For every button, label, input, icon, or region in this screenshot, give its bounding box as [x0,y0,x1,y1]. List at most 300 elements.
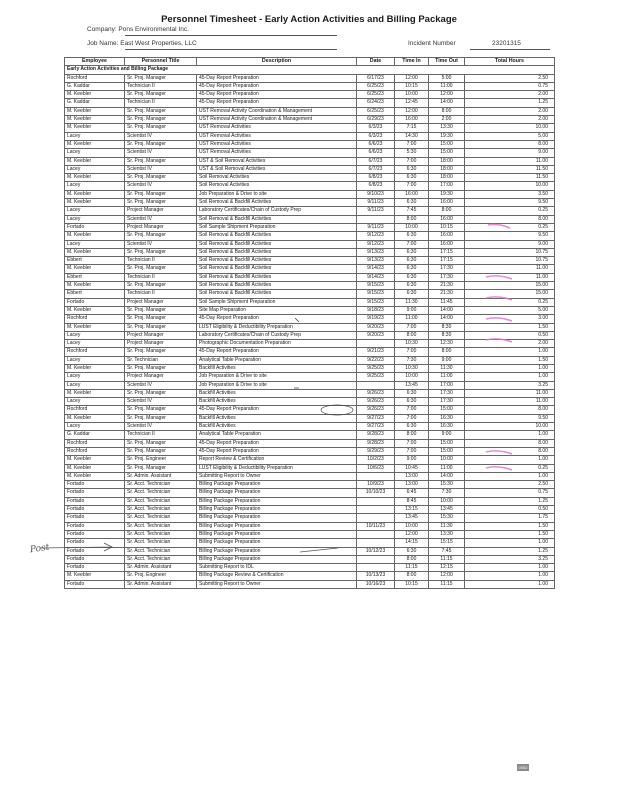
cell-total-hours: 1.00 [465,580,555,588]
cell-employee: Fortado [65,298,125,306]
cell-time-in: 6:30 [395,199,429,207]
table-row [65,564,555,572]
cell-title: Sr. Proj. Manager [125,364,197,372]
cell-total-hours: 1.50 [465,356,555,364]
cell-time-out: 11:00 [429,373,465,381]
cell-description: Report Review & Certification [197,456,357,464]
col-title: Personnel Title [125,58,197,66]
cell-description: Soil Removal & Backfill Activities [197,282,357,290]
cell-time-in: 14:15 [395,539,429,547]
cell-date: 9/10/23 [357,190,395,198]
cell-date [357,340,395,348]
table-row [65,132,555,140]
cell-date: 9/11/23 [357,223,395,231]
cell-time-out: 11:30 [429,522,465,530]
table-row [65,107,555,115]
cell-employee: Fortado [65,522,125,530]
cell-time-out: 10:00 [429,497,465,505]
cell-time-in: 10:00 [395,223,429,231]
cell-date: 9/14/23 [357,273,395,281]
margin-note: Post [29,542,50,556]
cell-title: Scientist IV [125,240,197,248]
cell-employee: Lacey [65,381,125,389]
cell-time-out: 17:15 [429,257,465,265]
cell-date: 9/11/23 [357,199,395,207]
cell-description: 45-Day Report Preparation [197,91,357,99]
cell-time-out: 11:00 [429,464,465,472]
cell-time-out: 16:30 [429,423,465,431]
cell-description: Soil Removal & Backfill Activities [197,240,357,248]
cell-title: Sr. Acct. Technician [125,497,197,505]
cell-description: Soil Removal Activities [197,182,357,190]
cell-time-in: 12:00 [395,530,429,538]
cell-title: Sr. Admin. Assistant [125,564,197,572]
table-row [65,190,555,198]
cell-description: LUST Eligibility & Deductibility Preparation [197,464,357,472]
cell-time-in: 13:00 [395,481,429,489]
cell-time-in: 7:00 [395,140,429,148]
cell-date: 9/15/23 [357,298,395,306]
table-row [65,315,555,323]
cell-time-in: 6:30 [395,165,429,173]
table-row [65,157,555,165]
cell-date: 9/13/23 [357,248,395,256]
cell-employee: Lacey [65,165,125,173]
cell-total-hours: 2.00 [465,340,555,348]
cell-total-hours: 11.50 [465,174,555,182]
cell-employee: Rochford [65,406,125,414]
cell-title: Sr. Proj. Manager [125,265,197,273]
cell-description: Soil Removal & Backfill Activities [197,232,357,240]
cell-total-hours: 8.00 [465,447,555,455]
cell-time-in: 6:45 [395,489,429,497]
cell-title: Sr. Proj. Manager [125,140,197,148]
cell-description: UST & Soil Removal Activities [197,157,357,165]
cell-description: Billing Package Preparation [197,497,357,505]
cell-title: Scientist IV [125,423,197,431]
cell-description: UST Removal Activities [197,132,357,140]
cell-total-hours: 11.50 [465,165,555,173]
cell-time-out: 15:00 [429,406,465,414]
cell-time-in: 13:45 [395,381,429,389]
cell-total-hours: 3.25 [465,555,555,563]
cell-employee: Fortado [65,506,125,514]
cell-time-out: 18:00 [429,157,465,165]
cell-description: Job Preparation & Drive to site [197,381,357,389]
cell-total-hours: 1.50 [465,522,555,530]
cell-description: UST Removal Activities [197,124,357,132]
cell-time-in: 12:00 [395,107,429,115]
table-row [65,348,555,356]
cell-time-in: 9:00 [395,456,429,464]
cell-total-hours: 1.00 [465,539,555,547]
table-row [65,331,555,339]
cell-time-out: 11:15 [429,555,465,563]
cell-total-hours: 3.00 [465,315,555,323]
cell-date [357,472,395,480]
cell-time-out: 13:45 [429,506,465,514]
cell-title: Sr. Proj. Manager [125,107,197,115]
cell-total-hours: 15.00 [465,282,555,290]
cell-description: Submitting Report to Owner [197,472,357,480]
cell-date: 6/25/23 [357,82,395,90]
cell-date: 9/25/23 [357,364,395,372]
cell-time-out: 14:00 [429,472,465,480]
cell-employee: Lacey [65,182,125,190]
cell-employee: M. Keebler [65,116,125,124]
table-row [65,174,555,182]
cell-employee: Fortado [65,539,125,547]
cell-description: UST & Soil Removal Activities [197,165,357,173]
cell-employee: Fortado [65,580,125,588]
cell-time-out: 10:15 [429,223,465,231]
company-name: Company: Pons Environmental Inc. [87,26,189,33]
table-header-row [65,58,555,66]
cell-date: 6/6/23 [357,140,395,148]
cell-description: Submitting Report to IDL [197,564,357,572]
table-row [65,248,555,256]
cell-date [357,539,395,547]
cell-description: Photographic Documentation Preparation [197,340,357,348]
cell-date [357,497,395,505]
cell-description: 45-Day Report Preparation [197,447,357,455]
cell-description: Analytical Table Preparation [197,431,357,439]
cell-time-in: 7:00 [395,406,429,414]
cell-time-in: 9:00 [395,306,429,314]
section-title: Early Action Activities and Billing Package [65,66,555,74]
cell-date: 9/27/23 [357,414,395,422]
table-row [65,481,555,489]
cell-time-in: 6:30 [395,232,429,240]
cell-time-in: 10:30 [395,340,429,348]
cell-title: Project Manager [125,331,197,339]
cell-description: Billing Package Preparation [197,555,357,563]
cell-time-in: 7:00 [395,439,429,447]
cell-time-out: 17:00 [429,182,465,190]
company-underline [125,35,337,36]
table-row [65,265,555,273]
cell-time-in: 8:45 [395,497,429,505]
col-date: Date [357,58,395,66]
cell-employee: Rochford [65,74,125,82]
cell-date: 9/28/23 [357,439,395,447]
table-row [65,82,555,90]
cell-date: 9/20/23 [357,331,395,339]
cell-total-hours: 1.00 [465,564,555,572]
cell-time-out: 2:00 [429,116,465,124]
cell-title: Sr. Proj. Manager [125,248,197,256]
cell-date: 10/11/23 [357,522,395,530]
cell-time-in: 11:30 [395,298,429,306]
cell-total-hours: 1.00 [465,373,555,381]
cell-time-out: 8:00 [429,207,465,215]
cell-time-in: 13:15 [395,506,429,514]
cell-date: 10/2/23 [357,456,395,464]
cell-description: 45-Day Report Preparation [197,406,357,414]
job-underline [125,49,337,50]
cell-total-hours: 9.50 [465,414,555,422]
cell-total-hours: 10.00 [465,124,555,132]
cell-description: UST Removal Activity Coordination & Management [197,107,357,115]
cell-date: 9/14/23 [357,265,395,273]
cell-time-in: 10:15 [395,82,429,90]
cell-date [357,215,395,223]
cell-time-out: 17:00 [429,381,465,389]
table-row [65,323,555,331]
cell-time-in: 10:00 [395,373,429,381]
cell-date: 6/6/23 [357,149,395,157]
col-description: Description [197,58,357,66]
cell-time-out: 12:00 [429,572,465,580]
cell-time-in: 6:30 [395,547,429,555]
cell-description: 45-Day Report Preparation [197,82,357,90]
cell-time-out: 18:00 [429,174,465,182]
cell-date: 9/26/23 [357,406,395,414]
cell-title: Scientist IV [125,165,197,173]
cell-date: 9/28/23 [357,431,395,439]
incident-label: Incident Number [408,40,456,47]
cell-employee: Fortado [65,223,125,231]
cell-date: 6/7/23 [357,165,395,173]
cell-total-hours: 2.00 [465,107,555,115]
cell-employee: Lacey [65,149,125,157]
cell-employee: M. Keebler [65,323,125,331]
col-time-out: Time Out [429,58,465,66]
cell-time-out: 15:00 [429,149,465,157]
cell-description: UST Removal Activities [197,140,357,148]
cell-title: Sr. Acct. Technician [125,522,197,530]
cell-date: 9/20/23 [357,323,395,331]
table-row [65,497,555,505]
cell-employee: Fortado [65,514,125,522]
cell-time-out: 15:00 [429,447,465,455]
cell-date: 6/3/23 [357,124,395,132]
table-row [65,373,555,381]
table-row [65,547,555,555]
cell-total-hours: 10.00 [465,182,555,190]
cell-title: Sr. Proj. Engineer [125,572,197,580]
table-row [65,447,555,455]
cell-time-in: 10:00 [395,522,429,530]
cell-employee: M. Keebler [65,248,125,256]
cell-description: 45-Day Report Preparation [197,315,357,323]
cell-description: Backfill Activities [197,423,357,431]
table-row [65,165,555,173]
cell-time-in: 11:00 [395,315,429,323]
cell-description: 45-Day Report Preparation [197,348,357,356]
cell-title: Sr. Proj. Manager [125,406,197,414]
cell-date: 6/29/23 [357,116,395,124]
cell-time-in: 8:00 [395,431,429,439]
cell-total-hours: 10.00 [465,423,555,431]
cell-time-in: 12:00 [395,74,429,82]
cell-title: Sr. Proj. Manager [125,447,197,455]
section-row [65,66,555,74]
cell-title: Sr. Proj. Manager [125,116,197,124]
cell-date: 10/13/23 [357,572,395,580]
cell-title: Sr. Proj. Manager [125,74,197,82]
cell-total-hours: 1.50 [465,323,555,331]
cell-description: UST Removal Activity Coordination & Management [197,116,357,124]
cell-time-out: 8:00 [429,348,465,356]
table-row [65,74,555,82]
cell-description: Job Preparation & Drive to site [197,190,357,198]
cell-time-out: 13:30 [429,124,465,132]
cell-title: Sr. Acct. Technician [125,506,197,514]
cell-description: Billing Package Preparation [197,522,357,530]
cell-title: Sr. Proj. Engineer [125,456,197,464]
cell-time-out: 16:00 [429,215,465,223]
cell-employee: Lacey [65,423,125,431]
cell-employee: M. Keebler [65,199,125,207]
cell-title: Sr. Proj. Manager [125,157,197,165]
cell-time-out: 19:30 [429,190,465,198]
cell-title: Scientist IV [125,381,197,389]
cell-title: Sr. Proj. Manager [125,124,197,132]
cell-employee: M. Keebler [65,124,125,132]
cell-time-out: 17:30 [429,398,465,406]
cell-date [357,506,395,514]
page-stamp: 0052 [518,765,528,770]
cell-total-hours: 0.75 [465,489,555,497]
table-row [65,580,555,588]
cell-date: 10/9/23 [357,481,395,489]
table-row [65,290,555,298]
cell-date: 6/24/23 [357,99,395,107]
cell-date [357,514,395,522]
cell-total-hours: 11.00 [465,389,555,397]
cell-employee: M. Keebler [65,232,125,240]
table-row [65,223,555,231]
timesheet-table [64,57,555,589]
cell-date: 10/6/23 [357,464,395,472]
cell-date: 6/25/23 [357,107,395,115]
cell-time-in: 6:30 [395,257,429,265]
cell-total-hours: 5.00 [465,306,555,314]
cell-total-hours: 10.75 [465,257,555,265]
cell-time-out: 16:30 [429,414,465,422]
cell-employee: Lacey [65,240,125,248]
cell-description: Submitting Report to Owner [197,580,357,588]
cell-total-hours: 1.00 [465,348,555,356]
table-row [65,124,555,132]
cell-total-hours: 2.50 [465,74,555,82]
col-time-in: Time In [395,58,429,66]
cell-description: Job Preparation & Drive to site [197,373,357,381]
cell-date: 9/15/23 [357,290,395,298]
cell-time-out: 5:00 [429,74,465,82]
cell-title: Sr. Proj. Manager [125,199,197,207]
cell-time-in: 7:00 [395,323,429,331]
cell-time-in: 7:00 [395,157,429,165]
cell-time-out: 14:00 [429,99,465,107]
cell-date: 9/21/23 [357,348,395,356]
cell-employee: Lacey [65,398,125,406]
cell-employee: M. Keebler [65,572,125,580]
cell-employee: Lacey [65,331,125,339]
cell-date: 9/25/23 [357,373,395,381]
table-row [65,389,555,397]
cell-description: 45-Day Report Preparation [197,439,357,447]
cell-time-in: 16:00 [395,190,429,198]
page-title: Personnel Timesheet - Early Action Activities and Billing Package [161,14,457,25]
cell-employee: M. Keebler [65,140,125,148]
cell-time-in: 6:30 [395,423,429,431]
cell-time-in: 5:30 [395,149,429,157]
cell-title: Sr. Acct. Technician [125,481,197,489]
cell-description: Billing Package Preparation [197,530,357,538]
cell-time-out: 11:15 [429,580,465,588]
cell-time-out: 12:15 [429,564,465,572]
cell-total-hours: 1.00 [465,364,555,372]
cell-total-hours: 0.25 [465,464,555,472]
cell-total-hours: 8.00 [465,215,555,223]
cell-employee: Fortado [65,530,125,538]
cell-description: UST Removal Activities [197,149,357,157]
cell-description: Soil Removal & Backfill Activities [197,273,357,281]
cell-total-hours: 9.00 [465,240,555,248]
cell-time-out: 16:00 [429,240,465,248]
cell-date [357,530,395,538]
cell-total-hours: 2.00 [465,91,555,99]
table-row [65,257,555,265]
cell-description: Billing Package Preparation [197,489,357,497]
cell-description: Backfill Activities [197,389,357,397]
cell-employee: Rochford [65,439,125,447]
cell-title: Sr. Admin. Assistant [125,472,197,480]
cell-time-out: 9:00 [429,431,465,439]
cell-employee: M. Keebler [65,414,125,422]
cell-total-hours: 15.00 [465,290,555,298]
cell-time-in: 6:30 [395,282,429,290]
table-row [65,364,555,372]
cell-time-in: 7:45 [395,207,429,215]
table-row [65,273,555,281]
cell-employee: Rochford [65,348,125,356]
cell-total-hours: 9.50 [465,199,555,207]
cell-time-out: 12:00 [429,91,465,99]
cell-total-hours: 11.00 [465,265,555,273]
cell-employee: Fortado [65,547,125,555]
cell-time-in: 13:00 [395,472,429,480]
cell-employee: M. Keebler [65,91,125,99]
cell-title: Sr. Acct. Technician [125,489,197,497]
cell-time-in: 10:30 [395,364,429,372]
cell-title: Sr. Proj. Manager [125,282,197,290]
cell-description: Soil Removal & Backfill Activities [197,257,357,265]
cell-total-hours: 10.75 [465,248,555,256]
cell-date: 9/12/23 [357,240,395,248]
cell-title: Scientist IV [125,132,197,140]
cell-title: Sr. Acct. Technician [125,539,197,547]
cell-employee: M. Keebler [65,107,125,115]
table-row [65,423,555,431]
cell-time-in: 6:30 [395,265,429,273]
cell-time-out: 17:15 [429,248,465,256]
cell-total-hours: 11.00 [465,273,555,281]
cell-total-hours: 8.00 [465,406,555,414]
cell-description: Billing Package Preparation [197,547,357,555]
cell-title: Sr. Proj. Manager [125,91,197,99]
cell-description: Soil Removal & Backfill Activities [197,265,357,273]
cell-description: Soil Removal & Backfill Activities [197,199,357,207]
cell-time-in: 8:00 [395,331,429,339]
cell-employee: M. Keebler [65,265,125,273]
cell-employee: M. Keebler [65,157,125,165]
cell-description: Soil Removal Activities [197,174,357,182]
cell-employee: M. Keebler [65,174,125,182]
cell-title: Sr. Acct. Technician [125,514,197,522]
